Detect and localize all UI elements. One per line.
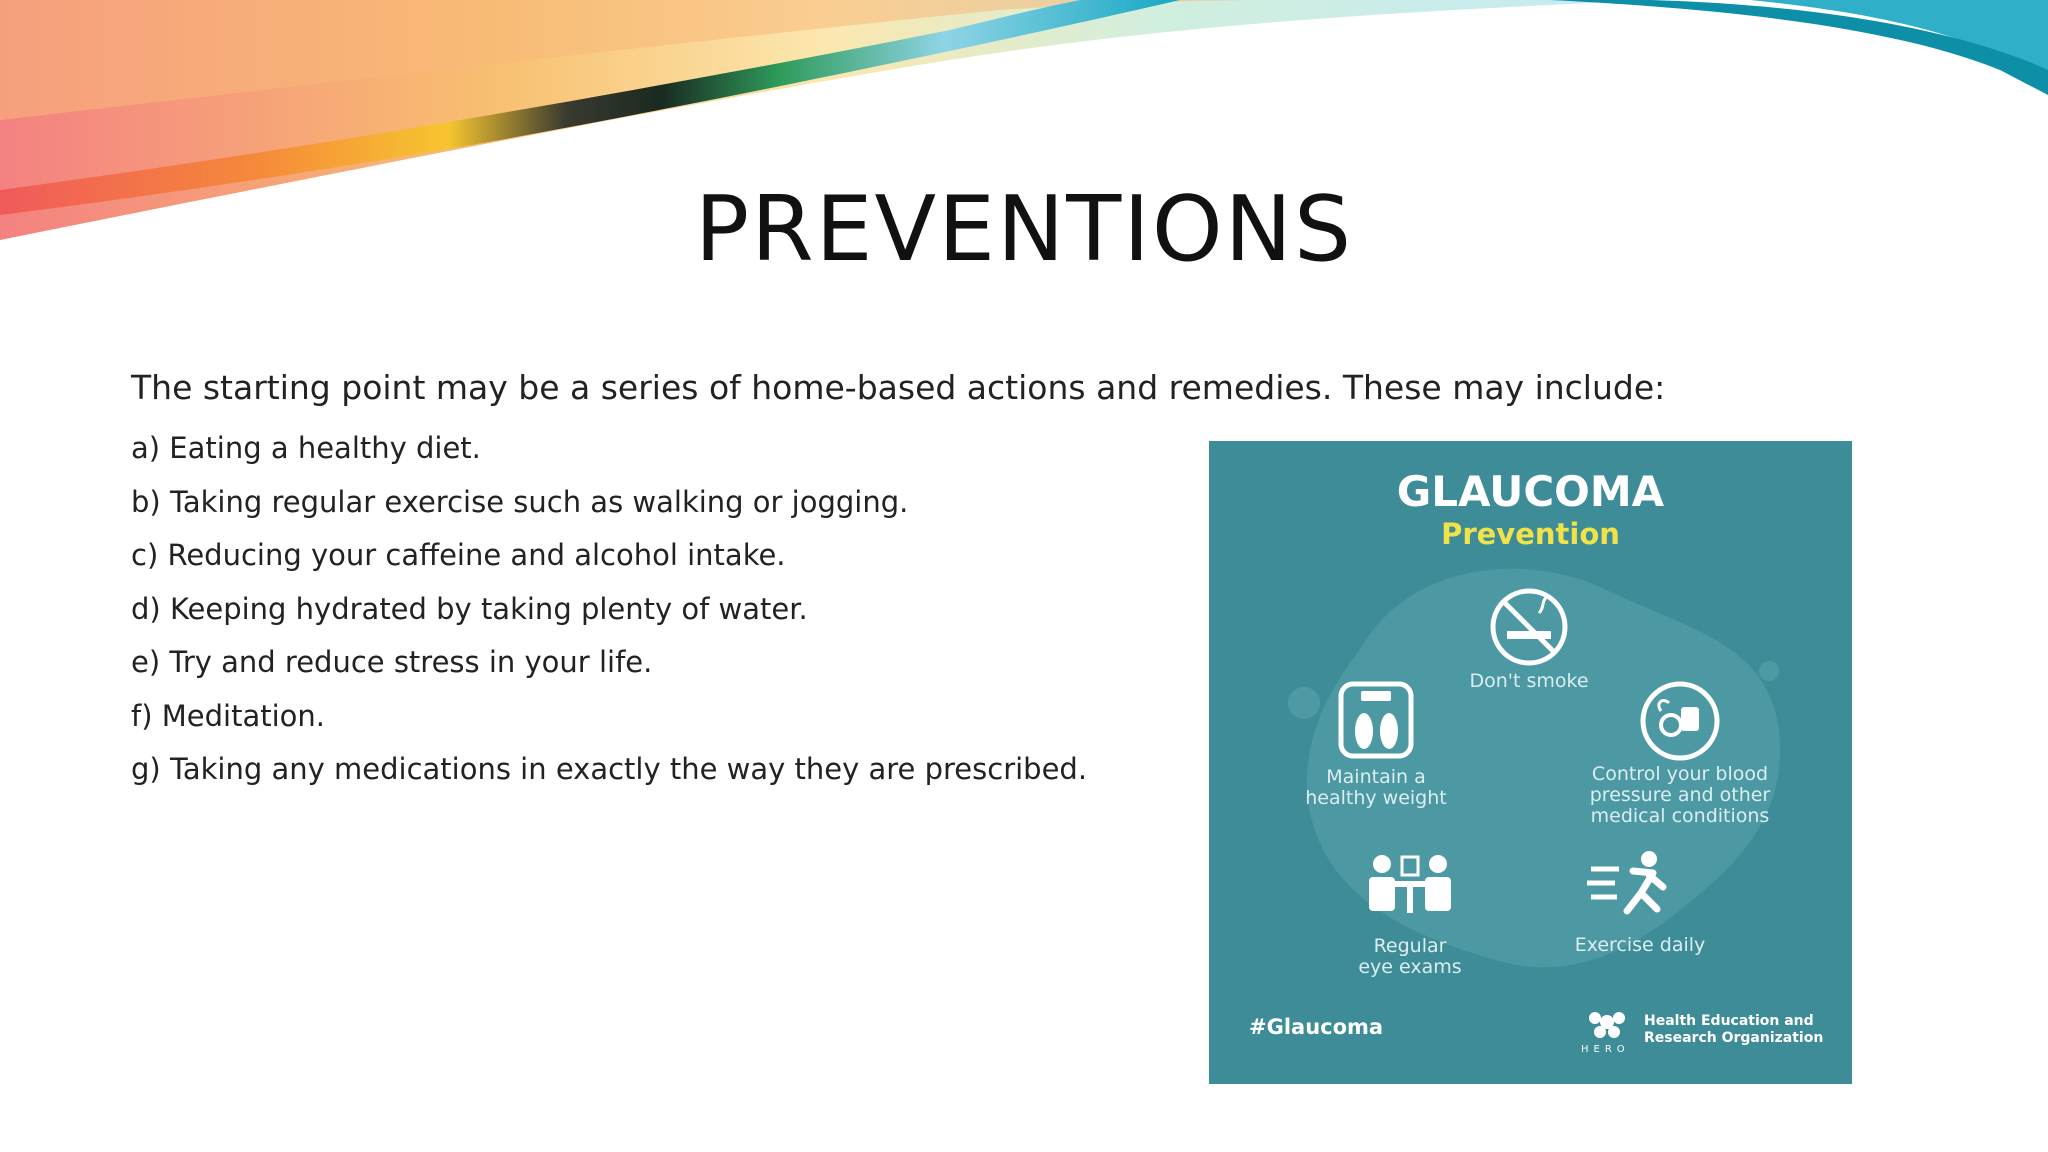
list-item: c) Reducing your caffeine and alcohol intake. (131, 538, 786, 572)
glaucoma-prevention-poster (1209, 441, 1852, 1084)
intro-text: The starting point may be a series of home-based actions and remedies. These may include: (131, 368, 1666, 407)
weight-label (1266, 767, 1486, 809)
eye-exam-label (1310, 936, 1510, 978)
org-abbreviation: HERO (1581, 1044, 1630, 1055)
blood-pressure-label (1570, 764, 1790, 827)
hero-logo-icon (1589, 1012, 1625, 1038)
prevention-list (131, 428, 1087, 803)
organization-name (1644, 1013, 1823, 1047)
org-line: Research Organization (1644, 1030, 1824, 1046)
weight-label-line: Maintain a (1326, 766, 1426, 788)
weight-label-line: healthy weight (1305, 787, 1447, 809)
slide-title: PREVENTIONS (694, 177, 1354, 282)
list-item: b) Taking regular exercise such as walking or jogging. (131, 484, 909, 519)
poster-title: GLAUCOMA (1396, 467, 1665, 516)
list-item: f) Meditation. (131, 698, 325, 733)
bp-label-line: pressure and other (1589, 784, 1771, 806)
eye-label-line: eye exams (1358, 956, 1462, 978)
list-item: d) Keeping hydrated by taking plenty of water. (131, 591, 808, 626)
org-line: Health Education and (1644, 1013, 1814, 1029)
list-item: g) Taking any medications in exactly the way they are prescribed. (131, 752, 1088, 786)
bp-label-line: Control your blood (1591, 763, 1769, 785)
dont-smoke-label: Don't smoke (1469, 670, 1589, 692)
exercise-label: Exercise daily (1574, 934, 1706, 956)
bp-label-line: medical conditions (1590, 805, 1770, 827)
poster-subtitle: Prevention (1441, 517, 1620, 551)
list-item: e) Try and reduce stress in your life. (131, 645, 653, 679)
list-item: a) Eating a healthy diet. (131, 431, 481, 465)
eye-label-line: Regular (1373, 935, 1447, 957)
hashtag-text: #Glaucoma (1249, 1015, 1384, 1039)
